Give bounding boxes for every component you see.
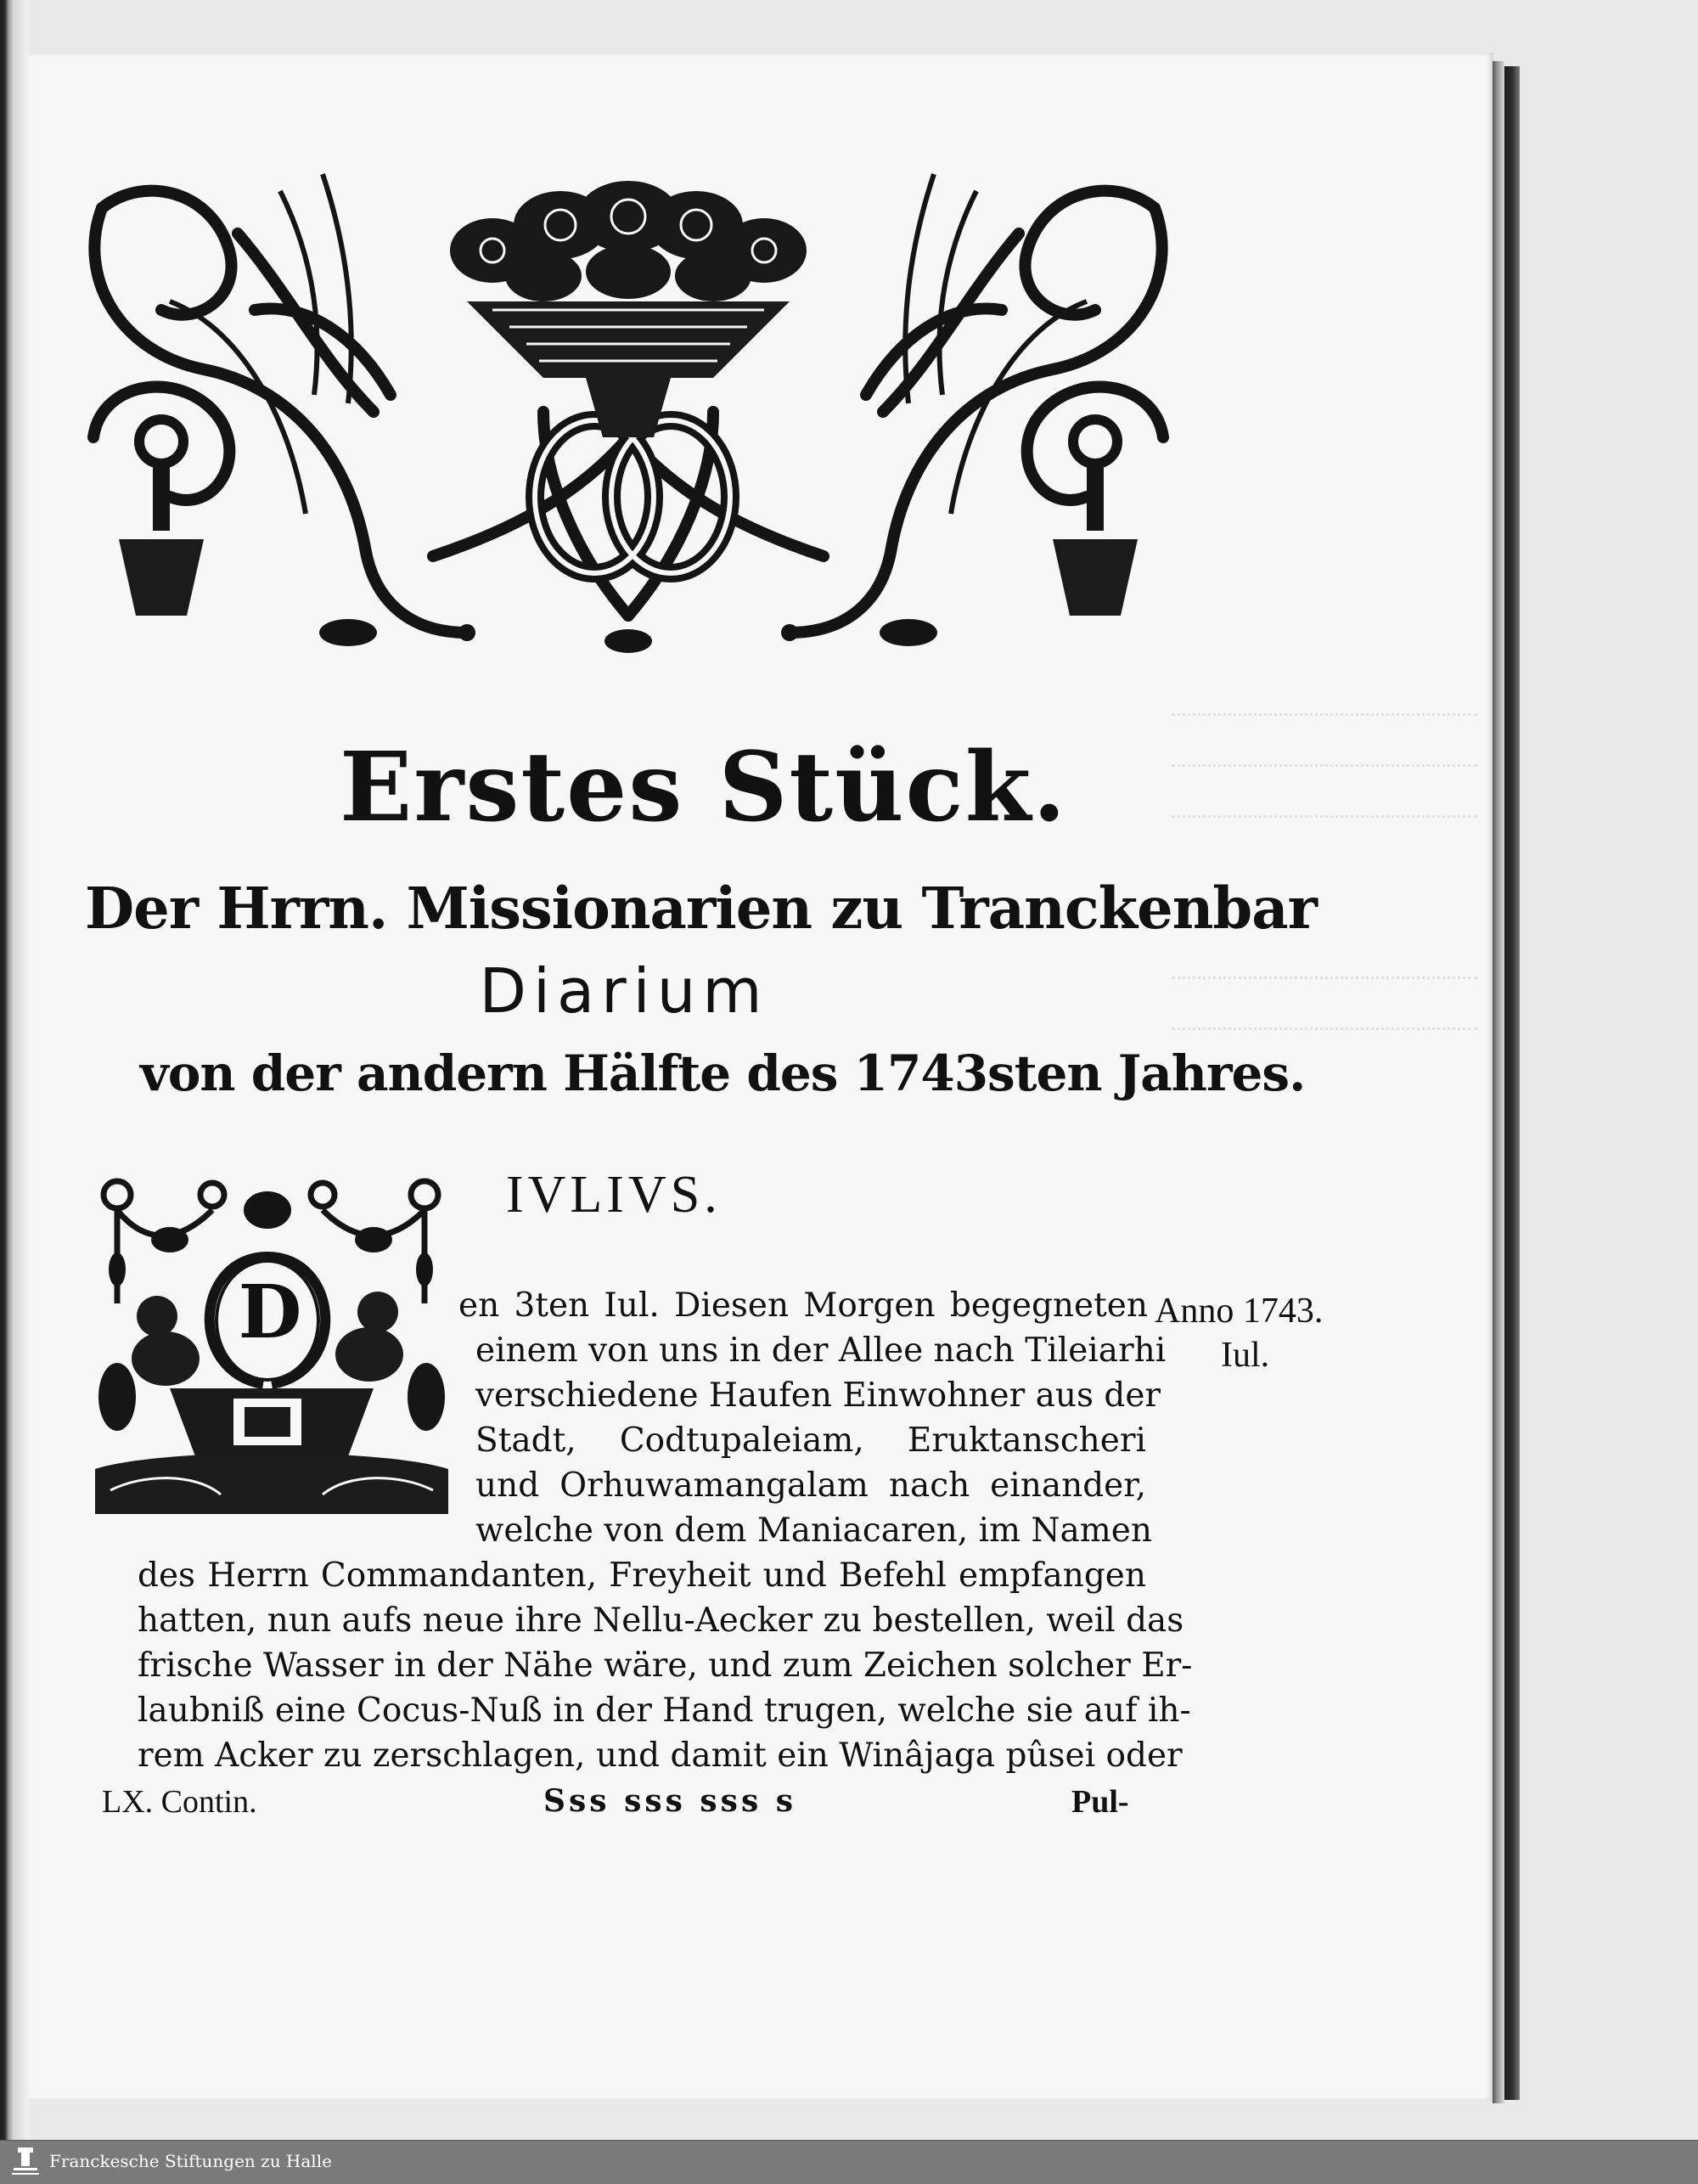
book-binding-shadow — [0, 0, 29, 2140]
body-line: laubniß eine Cocus-Nuß in der Hand trugen, welche sie auf ih- — [138, 1691, 1191, 1730]
body-line: Stadt, Codtupaleiam, Eruktanscheri — [475, 1421, 1146, 1460]
margin-note-month: Iul. — [1221, 1336, 1270, 1375]
institution-logo-icon — [10, 2146, 41, 2178]
month-heading: IVLIVS. — [506, 1166, 722, 1224]
body-line: frische Wasser in der Nähe wäre, und zum Zeichen solcher Er- — [138, 1646, 1193, 1685]
chapter-heading: Erstes Stück. — [340, 732, 1068, 843]
signature-mark: Sss sss sss s — [543, 1783, 797, 1819]
footer-bar — [0, 2140, 1698, 2184]
show-through-mark — [1172, 815, 1477, 818]
catchword: Pul- — [1071, 1784, 1129, 1820]
title-line-1: Der Hrrn. Missionarien zu Tranckenbar — [85, 875, 1317, 942]
body-line: welche von dem Maniacaren, im Namen — [475, 1511, 1152, 1550]
body-line: verschiedene Haufen Einwohner aus der — [475, 1376, 1161, 1415]
show-through-mark — [1172, 764, 1477, 767]
initial-letter: D — [238, 1269, 302, 1355]
book-cover-edge — [1504, 66, 1520, 2100]
page-edge — [1493, 61, 1504, 2103]
show-through-mark — [1172, 713, 1477, 716]
show-through-mark — [1172, 977, 1477, 979]
body-line: rem Acker zu zerschlagen, und damit ein Winâjaga pûsei oder — [138, 1737, 1183, 1775]
body-line: en 3ten Iul. Diesen Morgen begegneten — [458, 1286, 1148, 1325]
margin-note-year: Anno 1743. — [1155, 1292, 1324, 1331]
headpiece-ornament — [68, 157, 1189, 667]
footer-continuation: LX. Contin. — [102, 1784, 257, 1820]
title-line-3: von der andern Hälfte des 1743sten Jahres. — [140, 1044, 1306, 1102]
body-line: und Orhuwamangalam nach einander, — [475, 1466, 1146, 1505]
body-line: einem von uns in der Allee nach Tileiarhi — [475, 1331, 1167, 1370]
body-line: hatten, nun aufs neue ihre Nellu-Aecker zu bestellen, weil das — [138, 1601, 1184, 1640]
institution-name: Franckesche Stiftungen zu Halle — [49, 2151, 332, 2171]
show-through-mark — [1172, 1027, 1477, 1030]
title-line-2: Diarium — [479, 955, 769, 1027]
body-line: des Herrn Commandanten, Freyheit und Befehl empfangen — [138, 1556, 1146, 1595]
